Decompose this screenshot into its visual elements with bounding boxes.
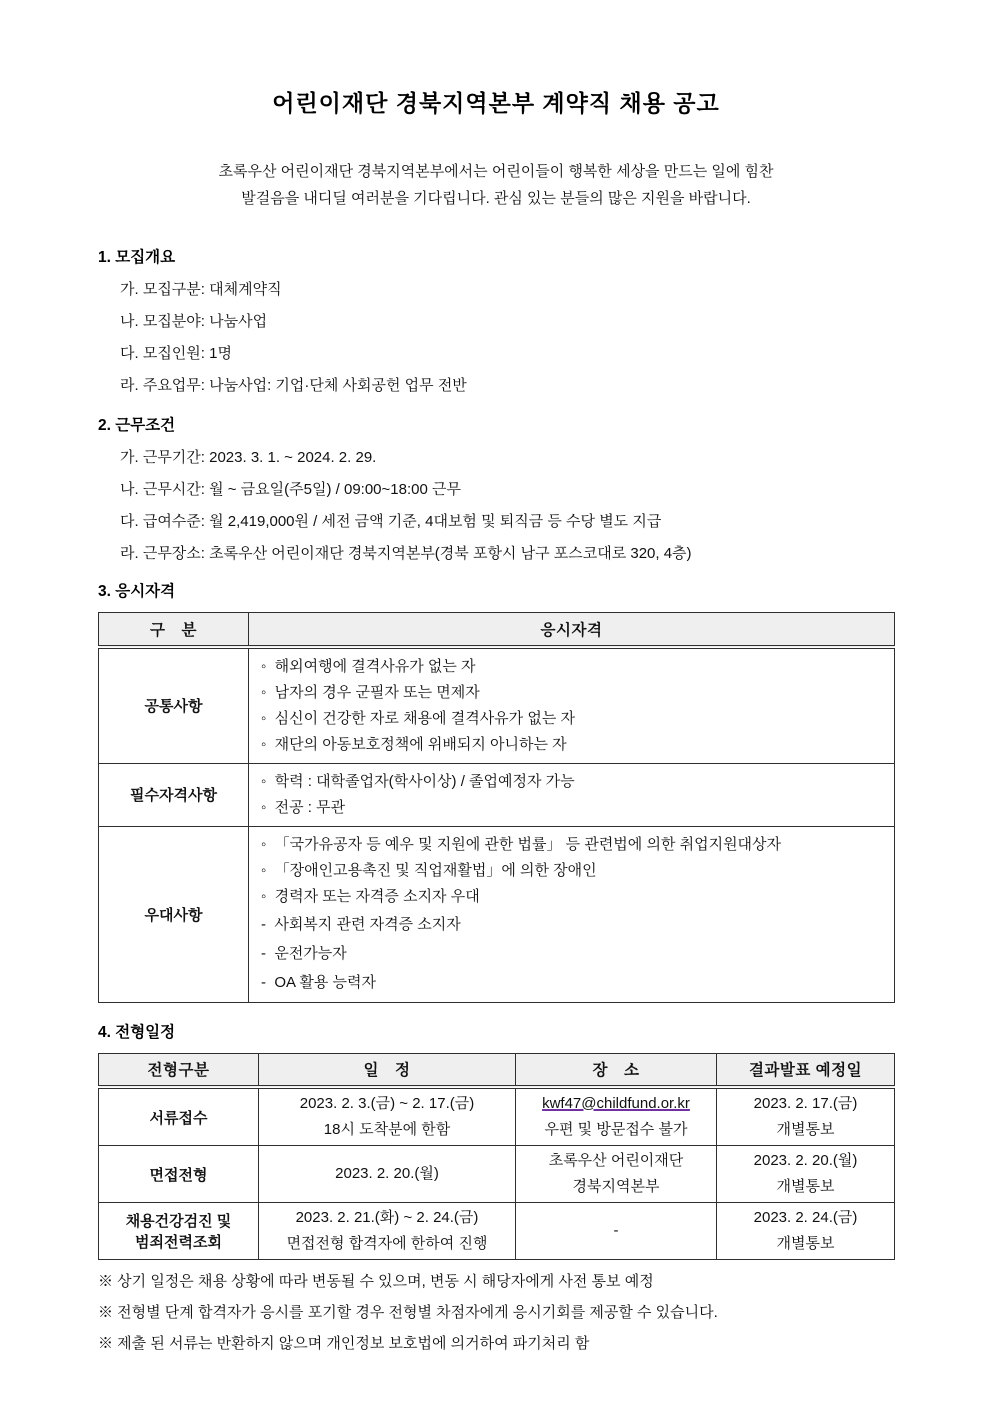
eligibility-table [98, 612, 895, 1003]
cell-interview-result [717, 1146, 895, 1203]
cell-required-qualifications [249, 763, 895, 826]
cell-line: 2023. 2. 24.(금) [753, 1209, 858, 1226]
footnote-line: ※ 제출 된 서류는 반환하지 않으며 개인정보 보호법에 의거하여 파기처리 함 [98, 1335, 590, 1352]
table-row [99, 1203, 895, 1260]
list-item: 나. 근무시간: 월 ~ 금요일(주5일) / 09:00~18:00 근무 [120, 481, 461, 498]
bullet-line: ◦ 남자의 경우 군필자 또는 면제자 [261, 683, 480, 701]
bullet-line: ◦ 학력 : 대학졸업자(학사이상) / 졸업예정자 가능 [261, 772, 575, 790]
intro-line-2: 발걸음을 내디딜 여러분을 기다립니다. 관심 있는 분들의 많은 지원을 바랍니다. [241, 190, 751, 207]
column-header-qualification: 응시자격 [249, 613, 895, 647]
table-row [99, 647, 895, 764]
cell-health-check-result [717, 1203, 895, 1260]
bullet-line: ◦ 해외여행에 결격사유가 없는 자 [261, 657, 476, 675]
bullet-line: ◦ 심신이 건강한 자로 채용에 결격사유가 없는 자 [261, 709, 575, 727]
footnotes [98, 1266, 894, 1359]
table-row [99, 763, 895, 826]
cell-line: 2023. 2. 20.(월) [753, 1152, 858, 1169]
dash-line: - 사회복지 관련 자격증 소지자 [261, 915, 461, 933]
footnote-line: ※ 전형별 단계 합격자가 응시를 포기할 경우 전형별 차점자에게 응시기회를 제공할 수 있습니다. [98, 1304, 718, 1321]
table-row [99, 1087, 895, 1146]
list-item: 라. 주요업무: 나눔사업: 기업·단체 사회공헌 업무 전반 [120, 377, 467, 394]
column-header-category: 구 분 [99, 613, 249, 647]
cell-line: 18시 도착분에 한함 [323, 1121, 451, 1138]
table-row [99, 1146, 895, 1203]
cell-application-result [717, 1087, 895, 1146]
row-label-preferred: 우대사항 [99, 826, 249, 1002]
intro-line-1: 초록우산 어린이재단 경북지역본부에서는 어린이들이 행복한 세상을 만드는 일에 힘찬 [218, 163, 774, 180]
cell-preferred-qualifications [249, 826, 895, 1002]
list-item: 가. 모집구분: 대체계약직 [120, 281, 282, 298]
row-label-required: 필수자격사항 [99, 763, 249, 826]
table-header-row [99, 613, 895, 647]
row-label-common: 공통사항 [99, 647, 249, 764]
list-item: 다. 급여수준: 월 2,419,000원 / 세전 금액 기준, 4대보험 및 퇴직금 등 수당 별도 지급 [120, 513, 662, 530]
schedule-table [98, 1053, 895, 1261]
cell-common-requirements [249, 647, 895, 764]
column-header-stage: 전형구분 [99, 1053, 259, 1087]
column-header-result-date: 결과발표 예정일 [717, 1053, 895, 1087]
bullet-line: ◦ 재단의 아동보호정책에 위배되지 아니하는 자 [261, 735, 567, 753]
section1-heading: 1. 모집개요 [98, 249, 176, 266]
cell-health-check-place [516, 1203, 717, 1260]
cell-application-place [516, 1087, 717, 1146]
cell-line: 개별통보 [776, 1178, 835, 1195]
table-header-row [99, 1053, 895, 1087]
row-label-interview: 면접전형 [99, 1146, 259, 1203]
section2-heading: 2. 근무조건 [98, 417, 176, 434]
cell-health-check-schedule [259, 1203, 516, 1260]
cell-line: 면접전형 합격자에 한하여 진행 [286, 1235, 488, 1252]
intro-paragraph [136, 158, 856, 212]
email-link[interactable]: kwf47@childfund.or.kr [542, 1095, 690, 1112]
section-recruit-overview [98, 246, 894, 402]
cell-interview-place [516, 1146, 717, 1203]
column-header-schedule: 일 정 [259, 1053, 516, 1087]
list-item: 다. 모집인원: 1명 [120, 345, 232, 362]
cell-line: 개별통보 [776, 1235, 835, 1252]
cell-line: 2023. 2. 3.(금) ~ 2. 17.(금) [299, 1095, 475, 1112]
cell-line: 범죄전력조회 [135, 1234, 222, 1251]
section2-items [98, 442, 894, 570]
cell-application-schedule [259, 1087, 516, 1146]
cell-line: 2023. 2. 17.(금) [753, 1095, 858, 1112]
row-label-application: 서류접수 [99, 1087, 259, 1146]
row-label-health-check [99, 1203, 259, 1260]
section3-heading: 3. 응시자격 [98, 583, 176, 600]
cell-line: 2023. 2. 21.(화) ~ 2. 24.(금) [295, 1209, 479, 1226]
section4-heading: 4. 전형일정 [98, 1023, 176, 1041]
column-header-place: 장 소 [516, 1053, 717, 1087]
cell-line: 2023. 2. 20.(월) [335, 1165, 439, 1182]
cell-interview-schedule [259, 1146, 516, 1203]
cell-line: 초록우산 어린이재단 [548, 1152, 684, 1169]
page-title: 어린이재단 경북지역본부 계약직 채용 공고 [272, 90, 720, 116]
table-row [99, 826, 895, 1002]
cell-line: 우편 및 방문접수 불가 [544, 1121, 688, 1138]
dash-line: - 운전가능자 [261, 944, 347, 962]
list-item: 가. 근무기간: 2023. 3. 1. ~ 2024. 2. 29. [120, 449, 377, 466]
cell-line: - [613, 1222, 619, 1239]
cell-line: 개별통보 [776, 1121, 835, 1138]
section-eligibility [98, 580, 894, 1003]
cell-line: 채용건강검진 및 [125, 1213, 232, 1230]
bullet-line: ◦ 전공 : 무관 [261, 798, 346, 816]
footnote-line: ※ 상기 일정은 채용 상황에 따라 변동될 수 있으며, 변동 시 해당자에게 사전 통보 예정 [98, 1273, 654, 1290]
bullet-line: ◦ 「장애인고용촉진 및 직업재활법」에 의한 장애인 [261, 861, 597, 879]
bullet-line: ◦ 경력자 또는 자격증 소지자 우대 [261, 887, 480, 905]
list-item: 라. 근무장소: 초록우산 어린이재단 경북지역본부(경북 포항시 남구 포스코대로 320, 4층) [120, 545, 692, 562]
cell-line: 경북지역본부 [572, 1178, 660, 1195]
section-schedule [98, 1021, 894, 1261]
list-item: 나. 모집분야: 나눔사업 [120, 313, 268, 330]
section1-items [98, 274, 894, 402]
bullet-line: ◦ 「국가유공자 등 예우 및 지원에 관한 법률」 등 관련법에 의한 취업지원대상자 [261, 835, 782, 853]
dash-line: - OA 활용 능력자 [261, 973, 376, 991]
section-work-conditions [98, 414, 894, 570]
